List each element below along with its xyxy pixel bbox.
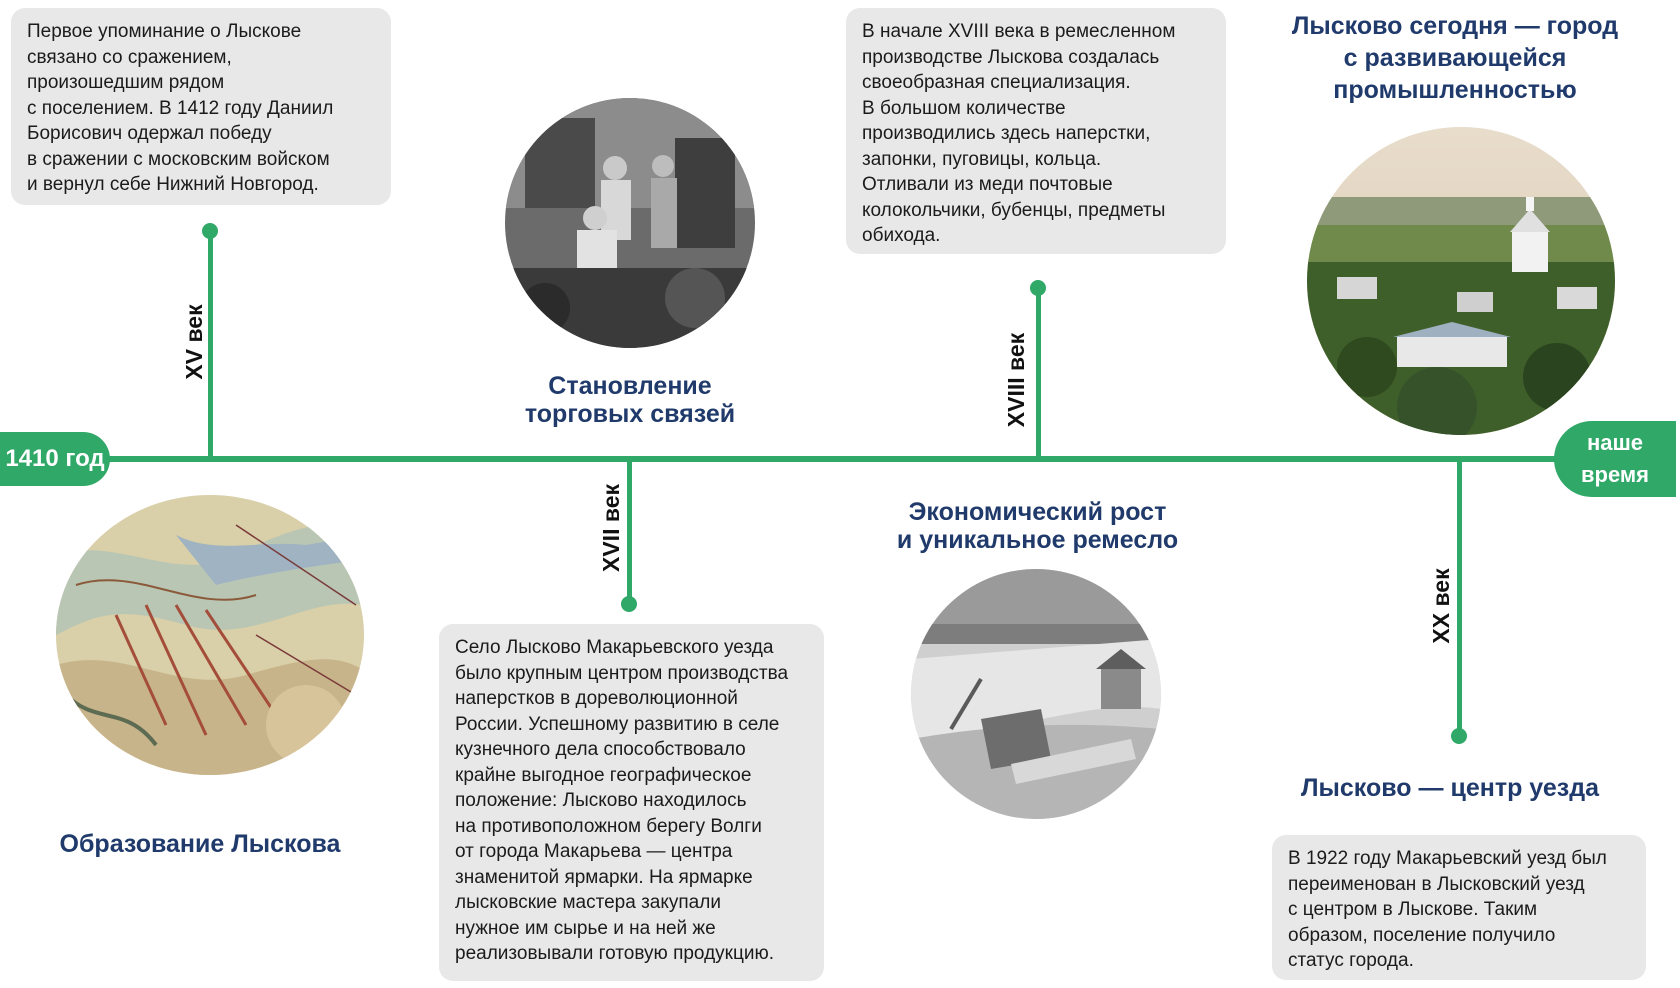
timeline-axis — [60, 456, 1580, 462]
century-label-xvii: XVII век — [598, 484, 624, 572]
century-label-xv: XV век — [181, 304, 207, 380]
event-text-xvii: Село Лысково Макарьевского уезда было крупным центром производства наперстков в дореволюционной России. Успешному развитию в селе кузнечного дела способствовало крайне выгодное географическое положение: Лысково находилось на противоположном берегу Волги от города Макарьева — центра знаменитой ярмарки. На ярмарке лысковские мастера закупали нужное им сырье и на ней же реализовывали готовую продукцию. — [439, 624, 824, 981]
craftsmen-photo — [505, 98, 755, 348]
century-label-xviii: XVIII век — [1003, 332, 1029, 428]
dot-xviii — [1030, 280, 1046, 296]
stem-xvii — [627, 460, 632, 605]
modern-town-photo — [1307, 127, 1615, 435]
event-text-xviii: В начале XVIII века в ремесленном производстве Лыскова создалась своеобразная специализация. В большом количестве производились здесь наперстки, запонки, пуговицы, кольца. Отливали из меди почтовые колокольчики, бубенцы, предметы обихода. — [846, 8, 1226, 254]
event-title-xx: Лысково — центр уезда — [1301, 774, 1599, 802]
timeline-end-label: наше время — [1554, 421, 1676, 497]
event-text-xx: В 1922 году Макарьевский уезд был переименован в Лысковский уезд с центром в Лыскове. Таким образом, поселение получило статус города. — [1272, 835, 1646, 980]
event-title-today: Лысково сегодня — город с развивающейся промышленностью — [1291, 12, 1619, 104]
old-map-photo — [56, 495, 364, 775]
stem-xv — [208, 232, 213, 458]
dot-xx — [1451, 728, 1467, 744]
stem-xviii — [1036, 288, 1041, 458]
timeline-start-label: 1410 год — [0, 432, 110, 486]
event-title-xviii: Экономический рост и уникальное ремесло — [896, 498, 1179, 554]
stem-xx — [1457, 460, 1462, 736]
river-village-photo — [911, 569, 1161, 819]
century-label-xx: XX век — [1428, 568, 1454, 644]
dot-xv — [202, 223, 218, 239]
event-title-xv: Образование Лыскова — [59, 830, 341, 858]
event-title-xvii: Становление торговых связей — [524, 372, 736, 428]
event-text-xv: Первое упоминание о Лыскове связано со сражением, произошедшим рядом с поселением. В 1412 году Даниил Борисович одержал победу в сражении с московским войском и вернул себе Нижний Новгород. — [11, 8, 391, 205]
